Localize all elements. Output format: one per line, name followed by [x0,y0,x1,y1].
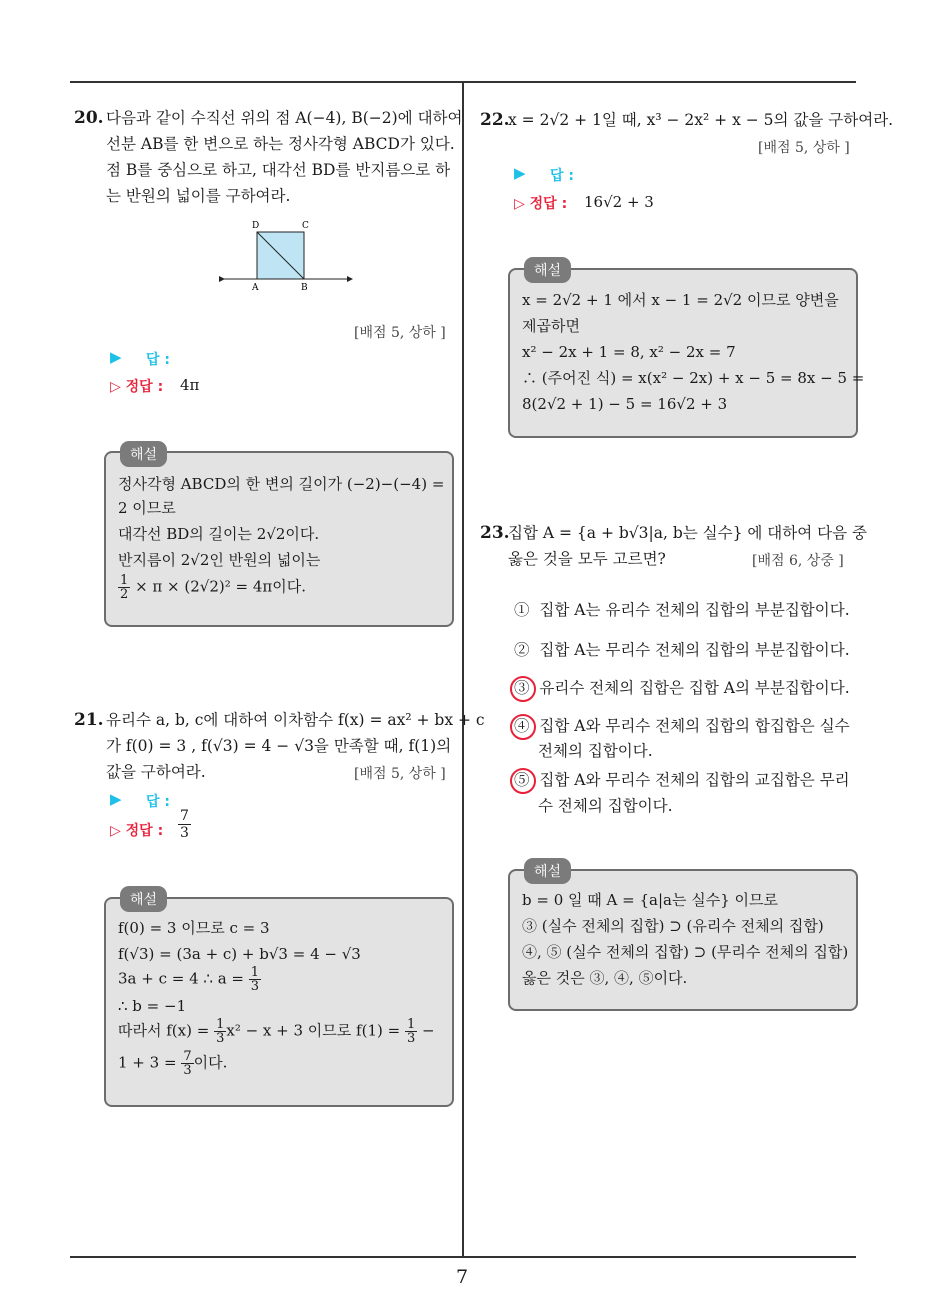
question-number: 23. [480,523,510,543]
answer-triangle-icon: ▶ [110,790,122,808]
fraction: $\frac{7}{3}$ [180,808,189,841]
choice-mark: ① [514,601,530,619]
solution-line: f(√3) = (3a + c) + b√3 = 4 − √3 [118,945,361,963]
correct-label-text: 정답 : [125,823,164,839]
answer-label: 답 : [146,794,170,810]
solution-line: f(0) = 3 이므로 c = 3 [118,919,270,937]
solution-tag: 해설 [524,858,571,884]
solution-text: − [422,1021,435,1040]
solution-line [118,966,261,993]
choice-1[interactable] [514,600,850,620]
choice-mark: ⑤ [514,771,530,789]
correct-answer-value: 16√2 + 3 [584,193,654,211]
label-c: C [302,221,309,231]
solution-line: x = 2√2 + 1 에서 x − 1 = 2√2 이므로 양변을 [522,291,839,309]
solution-text: 1 + 3 = [118,1053,177,1072]
question-text: 값을 구하여라. [106,763,206,781]
label-d: D [252,221,260,231]
solution-line [118,574,306,601]
solution-tag: 해설 [524,257,571,283]
correct-label-text: 정답 : [529,196,568,212]
fraction: $\frac{1}{3}$ [216,1017,225,1046]
question-text: 는 반원의 넓이를 구하여라. [106,187,291,205]
solution-line: 8(2√2 + 1) − 5 = 16√2 + 3 [522,395,728,413]
solution-line: b = 0 일 때 A = {a|a는 실수} 이므로 [522,891,778,909]
solution-text: 이다. [193,1053,228,1072]
solution-line: 제곱하면 [522,317,580,335]
choice-5[interactable] [514,770,850,790]
bottom-rule [70,1256,856,1258]
score-mark: [배점 5, 상하 ] [354,766,446,782]
score-mark: [배점 6, 상중 ] [752,553,844,569]
question-text: 선분 AB를 한 변으로 하는 정사각형 ABCD가 있다. [106,135,455,153]
choice-mark: ④ [514,717,530,735]
choice-4-continued: 전체의 집합이다. [538,742,653,760]
answer-label: 답 : [146,352,170,368]
choice-text: 집합 A와 무리수 전체의 집합의 교집합은 무리 [539,771,850,789]
solution-text: 3a + c = 4 ∴ a = [118,969,244,988]
choice-text: 유리수 전체의 집합은 집합 A의 부분집합이다. [539,679,850,697]
square-figure [210,215,360,295]
choice-text: 집합 A는 유리수 전체의 집합의 부분집합이다. [539,601,850,619]
fraction: $\frac{7}{3}$ [183,1049,192,1078]
correct-answer-value [178,808,191,841]
score-mark: [배점 5, 상하 ] [354,325,446,341]
question-text: x = 2√2 + 1일 때, x³ − 2x² + x − 5의 값을 구하여라. [508,111,894,129]
solution-line: 정사각형 ABCD의 한 변의 길이가 (−2)−(−4) = [118,475,445,493]
choice-mark: ② [514,641,530,659]
choice-text: 집합 A는 무리수 전체의 집합의 부분집합이다. [539,641,850,659]
solution-line [118,1018,435,1045]
page-number: 7 [456,1266,469,1288]
solution-text: x² − x + 3 이므로 f(1) = [226,1021,401,1040]
answer-triangle-icon: ▶ [110,348,122,366]
answer-label: 답 : [550,168,574,184]
solution-text: × π × (2√2)² = 4π이다. [135,577,306,596]
choice-3[interactable] [514,678,850,698]
label-a: A [252,283,259,293]
solution-line: ∴ b = −1 [118,997,187,1015]
solution-line: x² − 2x + 1 = 8, x² − 2x = 7 [522,343,736,361]
correct-answer-label: ▷ 정답 : [514,196,568,212]
correct-label-text: 정답 : [125,379,164,395]
solution-tag: 해설 [120,441,167,467]
choice-mark: ③ [514,679,530,697]
solution-line: ④, ⑤ (실수 전체의 집합) ⊃ (무리수 전체의 집합) [522,943,849,961]
choice-5-continued: 수 전체의 집합이다. [538,797,673,815]
question-text: 점 B를 중심으로 하고, 대각선 BD를 반지름으로 하 [106,161,451,179]
choice-4[interactable] [514,716,850,736]
solution-line: 2 이므로 [118,499,176,517]
label-b: B [301,283,308,293]
solution-tag: 해설 [120,886,167,912]
choice-text: 집합 A와 무리수 전체의 집합의 합집합은 실수 [539,717,850,735]
question-text: 집합 A = {a + b√3|a, b는 실수} 에 대하여 다음 중 [508,524,867,542]
question-number: 20. [74,108,104,128]
score-mark: [배점 5, 상하 ] [758,140,850,156]
fraction: $\frac{1}{3}$ [406,1017,416,1046]
correct-answer-label: ▷ 정답 : [110,823,164,839]
fraction: $\frac{1}{3}$ [250,965,260,994]
correct-answer-label: ▷ 정답 : [110,379,164,395]
question-number: 21. [74,710,104,730]
correct-answer-value: 4π [180,376,200,394]
answer-triangle-icon: ▶ [514,164,526,182]
solution-line: 옳은 것은 ③, ④, ⑤이다. [522,969,688,987]
solution-line: ∴ (주어진 식) = x(x² − 2x) + x − 5 = 8x − 5 = [522,369,865,387]
question-text: 가 f(0) = 3 , f(√3) = 4 − √3을 만족할 때, f(1)의 [106,737,452,755]
question-text: 옳은 것을 모두 고르면? [508,550,666,568]
question-number: 22. [480,110,510,130]
fraction: $\frac{1}{2}$ [120,573,129,602]
question-text: 유리수 a, b, c에 대하여 이차함수 f(x) = ax² + bx + c [106,711,485,729]
question-text: 다음과 같이 수직선 위의 점 A(−4), B(−2)에 대하여 [106,109,463,127]
solution-line: ③ (실수 전체의 집합) ⊃ (유리수 전체의 집합) [522,917,824,935]
column-divider [462,82,464,1258]
solution-text: 따라서 f(x) = [118,1021,210,1040]
solution-line: 반지름이 2√2인 반원의 넓이는 [118,551,321,569]
choice-2[interactable] [514,640,850,660]
solution-line [118,1050,227,1077]
solution-line: 대각선 BD의 길이는 2√2이다. [118,525,320,543]
